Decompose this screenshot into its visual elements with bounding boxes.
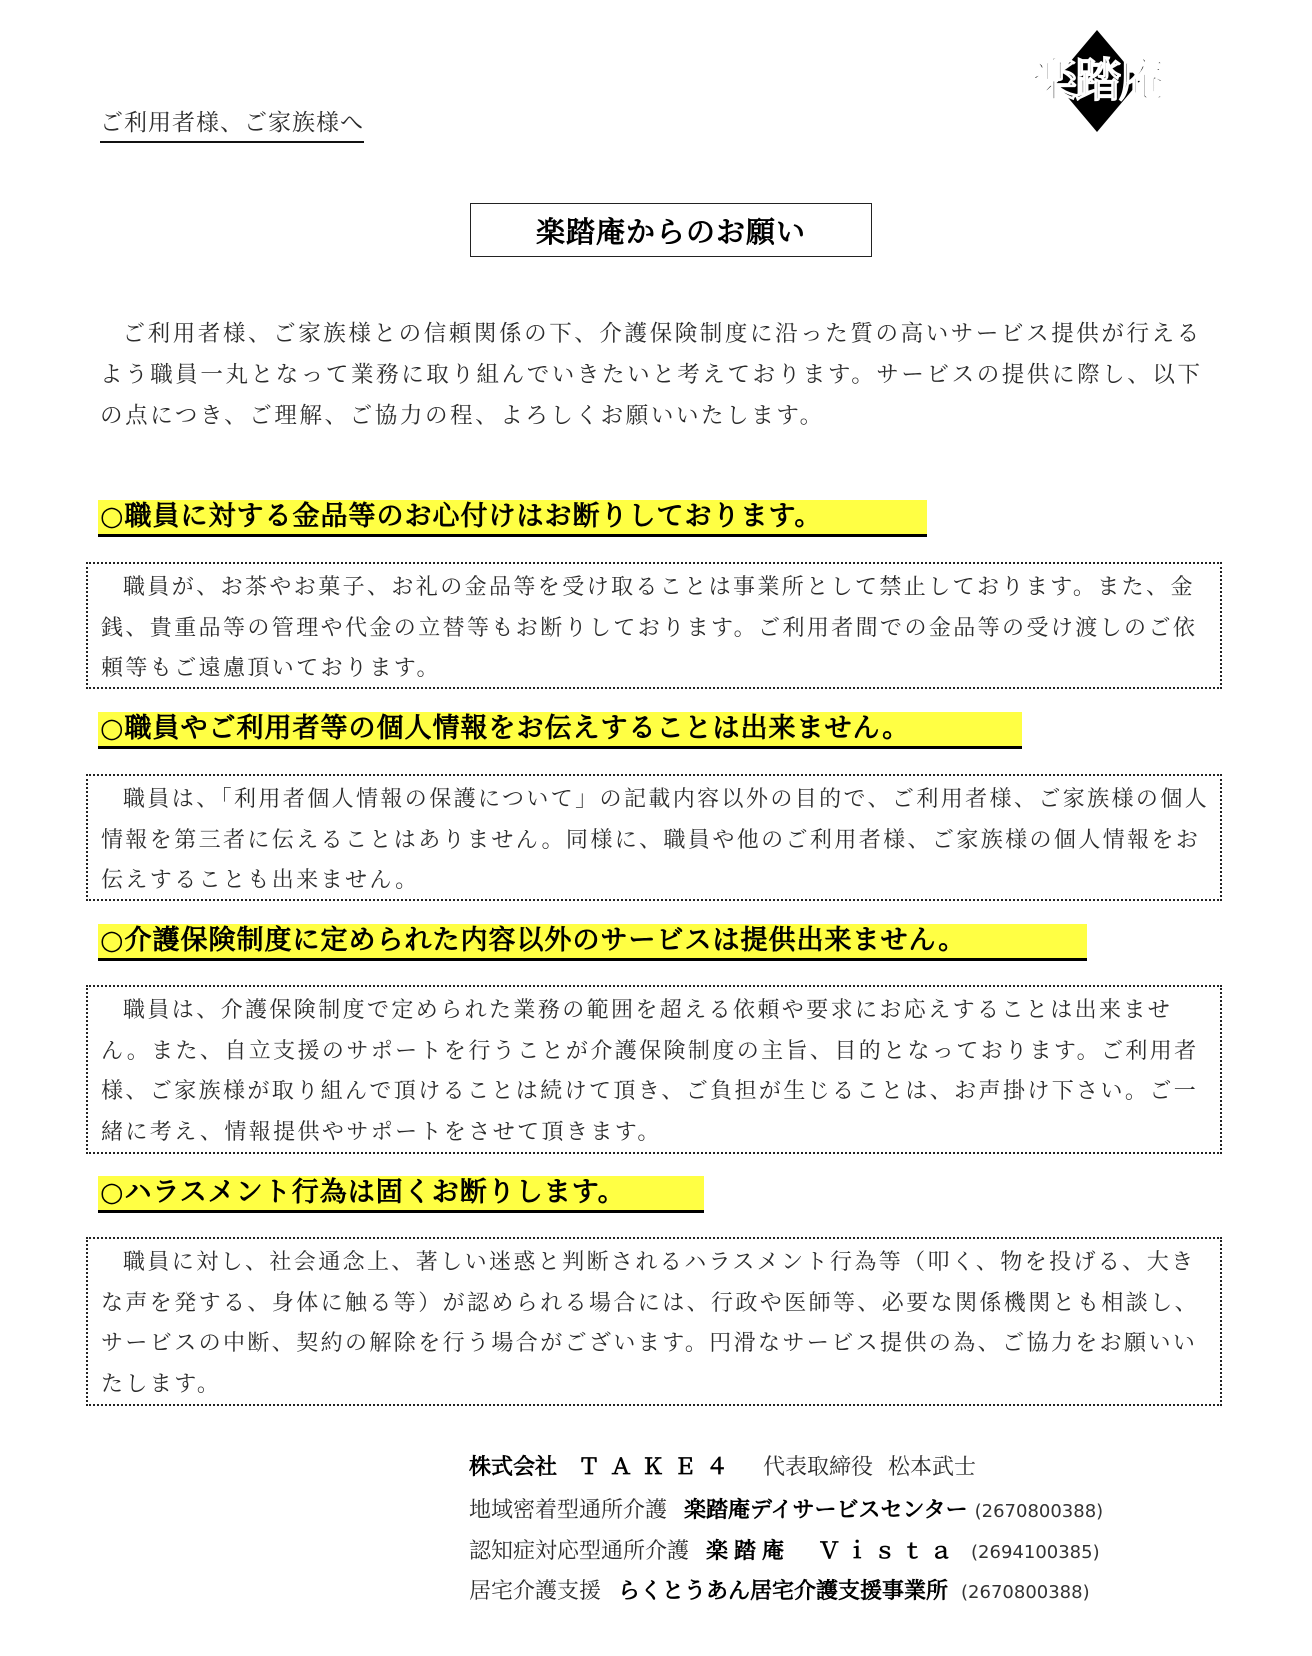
footer-office-line [469,1534,1100,1565]
intro-text: ご利用者様、ご家族様との信頼関係の下、介護保険制度に沿った質の高いサービス提供が行えるよう職員一丸となって業務に取り組んでいきたいと考えております。サービスの提供に際し、以下の点につき、ご理解、ご協力の程、よろしくお願いいたします。 [100,321,1203,429]
office-type: 地域密着型通所介護 [469,1498,668,1523]
office-number: (2670800388) [961,1582,1090,1603]
company-name: ＴＡＫＥ４ [578,1455,739,1480]
section-heading-text: ○職員に対する金品等のお心付けはお断りしております。 [100,501,823,532]
section-heading-service-scope [98,924,1087,961]
section-heading-text: ○介護保険制度に定められた内容以外のサービスは提供出来ません。 [100,925,967,956]
section-heading-privacy [98,712,1022,749]
office-number: (2694100385) [971,1542,1100,1563]
section-box-service-scope [86,985,1222,1154]
representative-name: 松本武士 [888,1455,977,1480]
section-body-text: 職員は、「利用者個人情報の保護について」の記載内容以外の目的で、ご利用者様、ご家族様の個人情報を第三者に伝えることはありません。同様に、職員や他のご利用者様、ご家族様の個人情報をお伝えすることも出来ません。 [101,787,1210,893]
salutation: ご利用者様、ご家族様へ [100,104,364,143]
intro-paragraph [100,314,1212,437]
footer-company-line [469,1450,976,1481]
section-box-gifts [86,562,1222,689]
footer-office-line [469,1493,1103,1524]
section-box-privacy [86,774,1222,901]
office-name: らくとうあん居宅介護支援事業所 [618,1579,949,1604]
section-heading-text: ○職員やご利用者等の個人情報をお伝えすることは出来ません。 [100,713,911,744]
company-type: 株式会社 [469,1455,558,1480]
office-number: (2670800388) [974,1501,1104,1522]
office-name: 楽踏庵 Ｖｉｓｔａ [706,1539,959,1564]
office-type: 認知症対応型通所介護 [469,1539,690,1564]
office-name: 楽踏庵デイサービスセンター [684,1498,968,1523]
brand-logo [995,28,1200,134]
section-heading-gifts [98,500,927,537]
footer-office-line [469,1574,1090,1605]
office-type: 居宅介護支援 [469,1579,602,1604]
section-body-text: 職員は、介護保険制度で定められた業務の範囲を超える依頼や要求にお応えすることは出来ません。また、自立支援のサポートを行うことが介護保険制度の主旨、目的となっております。ご利用者様、ご家族様が取り組んで頂けることは続けて頂き、ご負担が生じることは、お声掛け下さい。ご一緒に考え、情報提供やサポートをさせて頂きます。 [101,998,1199,1145]
logo-text: 楽踏庵 [1031,53,1163,107]
section-heading-text: ○ハラスメント行為は固くお断りします。 [100,1177,626,1208]
title-box [470,203,872,257]
diamond-calligraphy-logo-icon [995,28,1200,134]
section-body-text: 職員が、お茶やお菓子、お礼の金品等を受け取ることは事業所として禁止しております。また、金銭、貴重品等の管理や代金の立替等もお断りしております。ご利用者間での金品等の受け渡しのご依頼等もご遠慮頂いております。 [101,575,1198,681]
section-heading-harassment [98,1176,704,1213]
page-title: 楽踏庵からのお願い [535,214,806,249]
section-body-text: 職員に対し、社会通念上、著しい迷惑と判断されるハラスメント行為等（叩く、物を投げる、大きな声を発する、身体に触る等）が認められる場合には、行政や医師等、必要な関係機関とも相談し、サービスの中断、契約の解除を行う場合がございます。円滑なサービス提供の為、ご協力をお願いいたします。 [101,1250,1200,1397]
section-box-harassment [86,1237,1222,1406]
representative-title: 代表取締役 [763,1455,874,1480]
